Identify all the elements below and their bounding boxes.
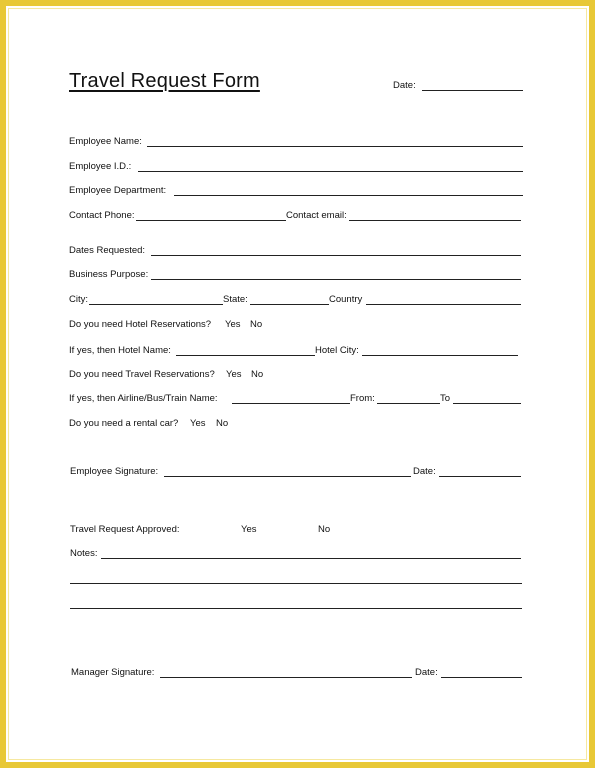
notes-line-2[interactable] <box>70 583 522 584</box>
employee-signature-label: Employee Signature: <box>70 466 159 477</box>
employee-department-label: Employee Department: <box>69 185 167 196</box>
approved-no-option[interactable]: No <box>318 524 331 535</box>
state-label: State: <box>223 294 248 305</box>
date-label: Date: <box>393 80 416 91</box>
from-field[interactable] <box>377 403 440 404</box>
business-purpose-label: Business Purpose: <box>69 269 149 280</box>
hotel-city-label: Hotel City: <box>315 345 359 356</box>
business-purpose-field[interactable] <box>151 279 521 280</box>
rental-no-option[interactable]: No <box>216 418 229 429</box>
manager-signature-label: Manager Signature: <box>71 667 155 678</box>
from-label: From: <box>350 393 375 404</box>
rental-yes-option[interactable]: Yes <box>190 418 206 429</box>
inner-border <box>8 8 587 760</box>
employee-id-field[interactable] <box>138 171 523 172</box>
approved-yes-option[interactable]: Yes <box>241 524 257 535</box>
employee-name-label: Employee Name: <box>69 136 142 147</box>
travel-question: Do you need Travel Reservations? <box>69 369 215 380</box>
hotel-yes-option[interactable]: Yes <box>225 319 241 330</box>
manager-signature-date-label: Date: <box>415 667 438 678</box>
contact-email-field[interactable] <box>349 220 521 221</box>
contact-email-label: Contact email: <box>286 210 347 221</box>
form-title: Travel Request Form <box>69 70 260 92</box>
city-label: City: <box>69 294 88 305</box>
employee-id-label: Employee I.D.: <box>69 161 132 172</box>
state-field[interactable] <box>250 304 329 305</box>
country-field[interactable] <box>366 304 521 305</box>
manager-signature-date-field[interactable] <box>441 677 522 678</box>
employee-signature-field[interactable] <box>164 476 411 477</box>
to-field[interactable] <box>453 403 521 404</box>
notes-line-3[interactable] <box>70 608 522 609</box>
manager-signature-field[interactable] <box>160 677 412 678</box>
date-field[interactable] <box>422 90 523 91</box>
employee-signature-date-field[interactable] <box>439 476 521 477</box>
contact-phone-field[interactable] <box>136 220 286 221</box>
employee-signature-date-label: Date: <box>413 466 436 477</box>
employee-name-field[interactable] <box>147 146 523 147</box>
airline-label: If yes, then Airline/Bus/Train Name: <box>69 393 218 404</box>
country-label: Country <box>329 294 363 305</box>
employee-department-field[interactable] <box>174 195 523 196</box>
dates-requested-field[interactable] <box>151 255 521 256</box>
contact-phone-label: Contact Phone: <box>69 210 135 221</box>
hotel-no-option[interactable]: No <box>250 319 263 330</box>
dates-requested-label: Dates Requested: <box>69 245 146 256</box>
hotel-question: Do you need Hotel Reservations? <box>69 319 212 330</box>
hotel-name-label: If yes, then Hotel Name: <box>69 345 171 356</box>
approved-label: Travel Request Approved: <box>70 524 180 535</box>
hotel-city-field[interactable] <box>362 355 518 356</box>
rental-question: Do you need a rental car? <box>69 418 179 429</box>
city-field[interactable] <box>89 304 223 305</box>
hotel-name-field[interactable] <box>176 355 315 356</box>
airline-field[interactable] <box>232 403 350 404</box>
travel-yes-option[interactable]: Yes <box>226 369 242 380</box>
notes-label: Notes: <box>70 548 98 559</box>
to-label: To <box>440 393 451 404</box>
travel-no-option[interactable]: No <box>251 369 264 380</box>
notes-line-1[interactable] <box>101 558 521 559</box>
